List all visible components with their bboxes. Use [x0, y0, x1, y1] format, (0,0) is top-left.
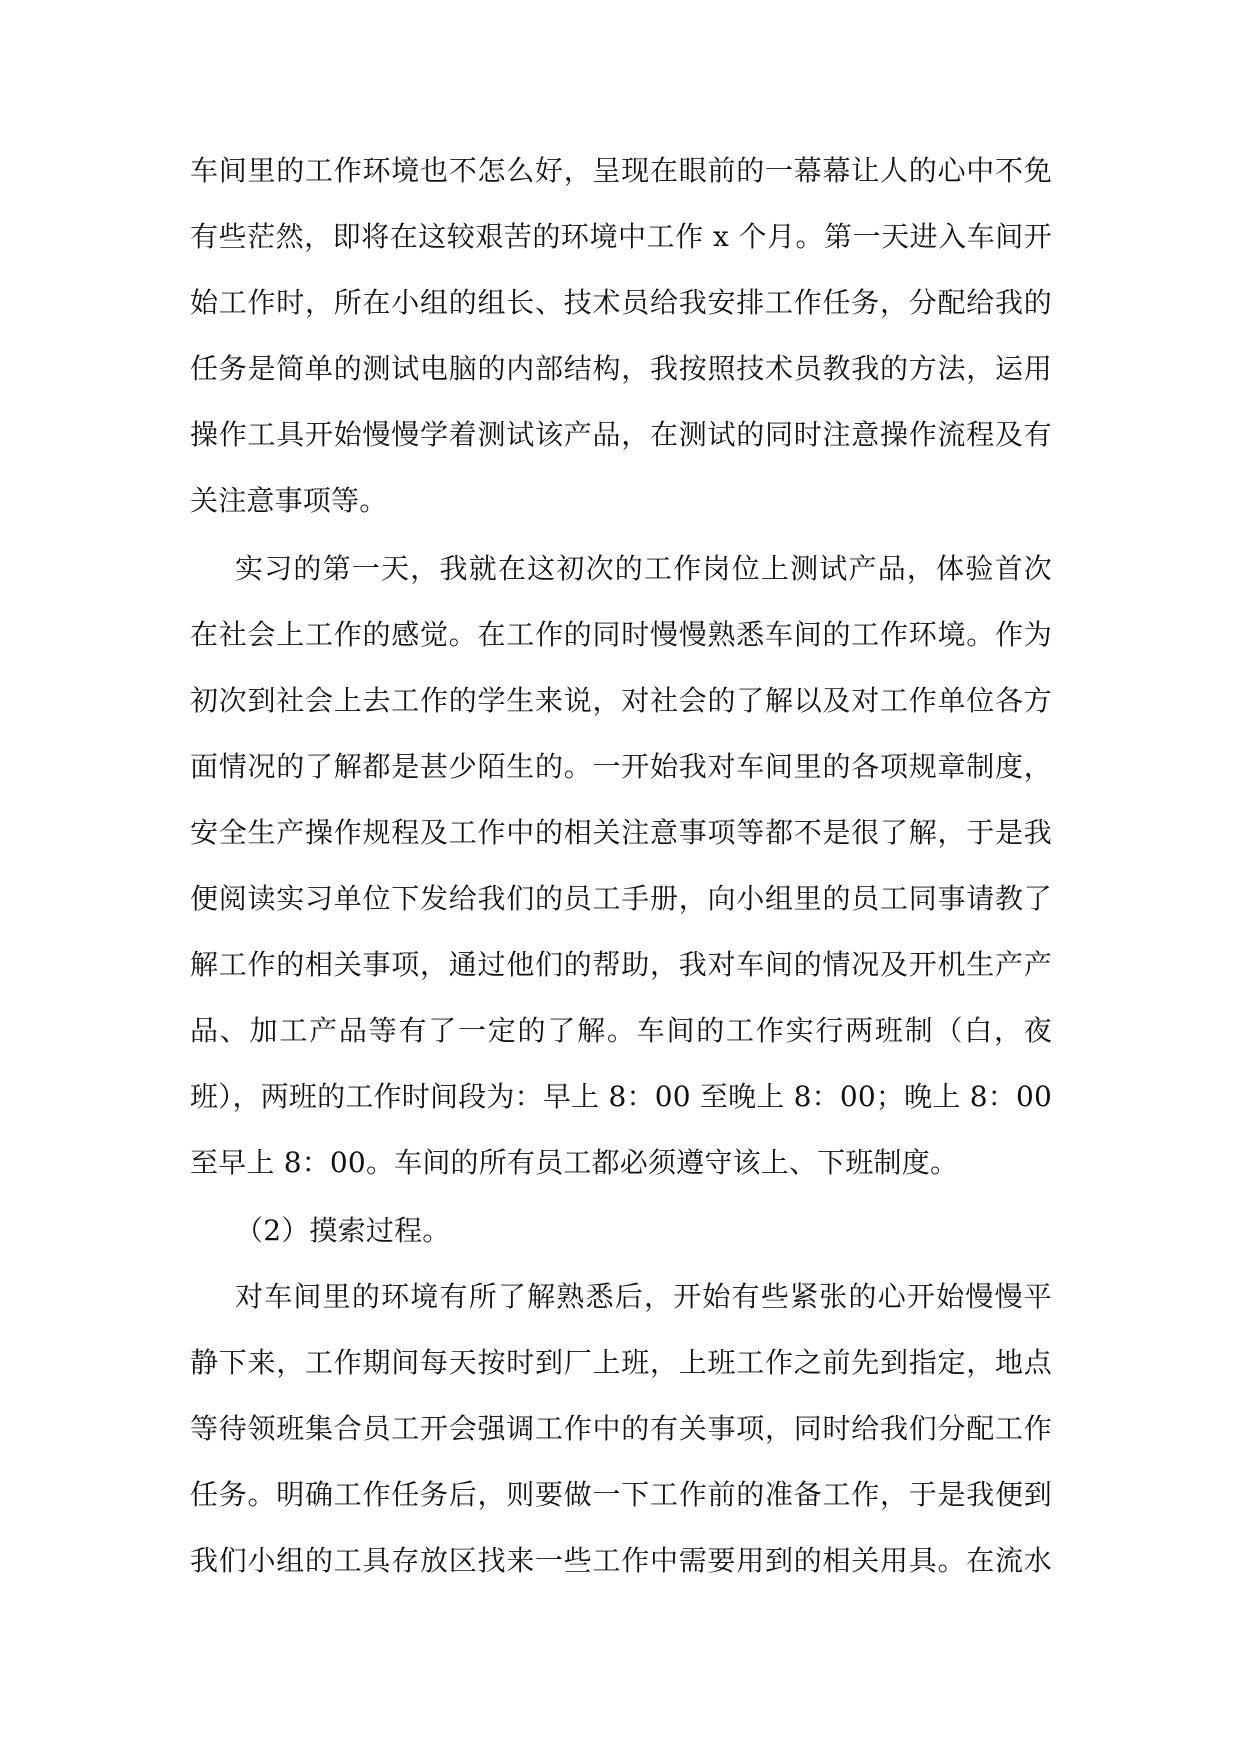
section-heading: （2）摸索过程。 [235, 1214, 451, 1247]
text-line: 面情况的了解都是甚少陌生的。一开始我对车间里的各项规章制度， [190, 750, 1052, 783]
text-line: 有些茫然，即将在这较艰苦的环境中工作 x 个月。第一天进入车间开 [190, 220, 1052, 253]
text-line: 任务是简单的测试电脑的内部结构，我按照技术员教我的方法，运用 [190, 352, 1052, 385]
text-line: 车间里的工作环境也不怎么好，呈现在眼前的一幕幕让人的心中不免 [190, 154, 1052, 187]
text-line: 在社会上工作的感觉。在工作的同时慢慢熟悉车间的工作环境。作为 [190, 618, 1052, 651]
paragraph-first-line: 实习的第一天，我就在这初次的工作岗位上测试产品，体验首次 [235, 552, 1052, 585]
text-line: 初次到社会上去工作的学生来说，对社会的了解以及对工作单位各方 [190, 684, 1052, 717]
text-line: 操作工具开始慢慢学着测试该产品，在测试的同时注意操作流程及有 [190, 418, 1052, 451]
text-line: 关注意事项等。 [190, 484, 388, 517]
text-line: 我们小组的工具存放区找来一些工作中需要用到的相关用具。在流水 [190, 1544, 1052, 1577]
paragraph-first-line: 对车间里的环境有所了解熟悉后，开始有些紧张的心开始慢慢平 [235, 1280, 1052, 1313]
text-line: 任务。明确工作任务后，则要做一下工作前的准备工作，于是我便到 [190, 1478, 1052, 1511]
text-line: 安全生产操作规程及工作中的相关注意事项等都不是很了解，于是我 [190, 816, 1052, 849]
text-line: 便阅读实习单位下发给我们的员工手册，向小组里的员工同事请教了 [190, 882, 1052, 915]
text-line: 班），两班的工作时间段为：早上 8：00 至晚上 8：00；晚上 8：00 [190, 1080, 1052, 1113]
text-line: 至早上 8：00。车间的所有员工都必须遵守该上、下班制度。 [190, 1146, 959, 1179]
text-line: 始工作时，所在小组的组长、技术员给我安排工作任务，分配给我的 [190, 286, 1052, 319]
text-line: 解工作的相关事项，通过他们的帮助，我对车间的情况及开机生产产 [190, 948, 1052, 981]
text-line: 品、加工产品等有了一定的了解。车间的工作实行两班制（白，夜 [190, 1014, 1052, 1047]
text-line: 静下来，工作期间每天按时到厂上班，上班工作之前先到指定，地点 [190, 1346, 1052, 1379]
text-line: 等待领班集合员工开会强调工作中的有关事项，同时给我们分配工作 [190, 1412, 1052, 1445]
